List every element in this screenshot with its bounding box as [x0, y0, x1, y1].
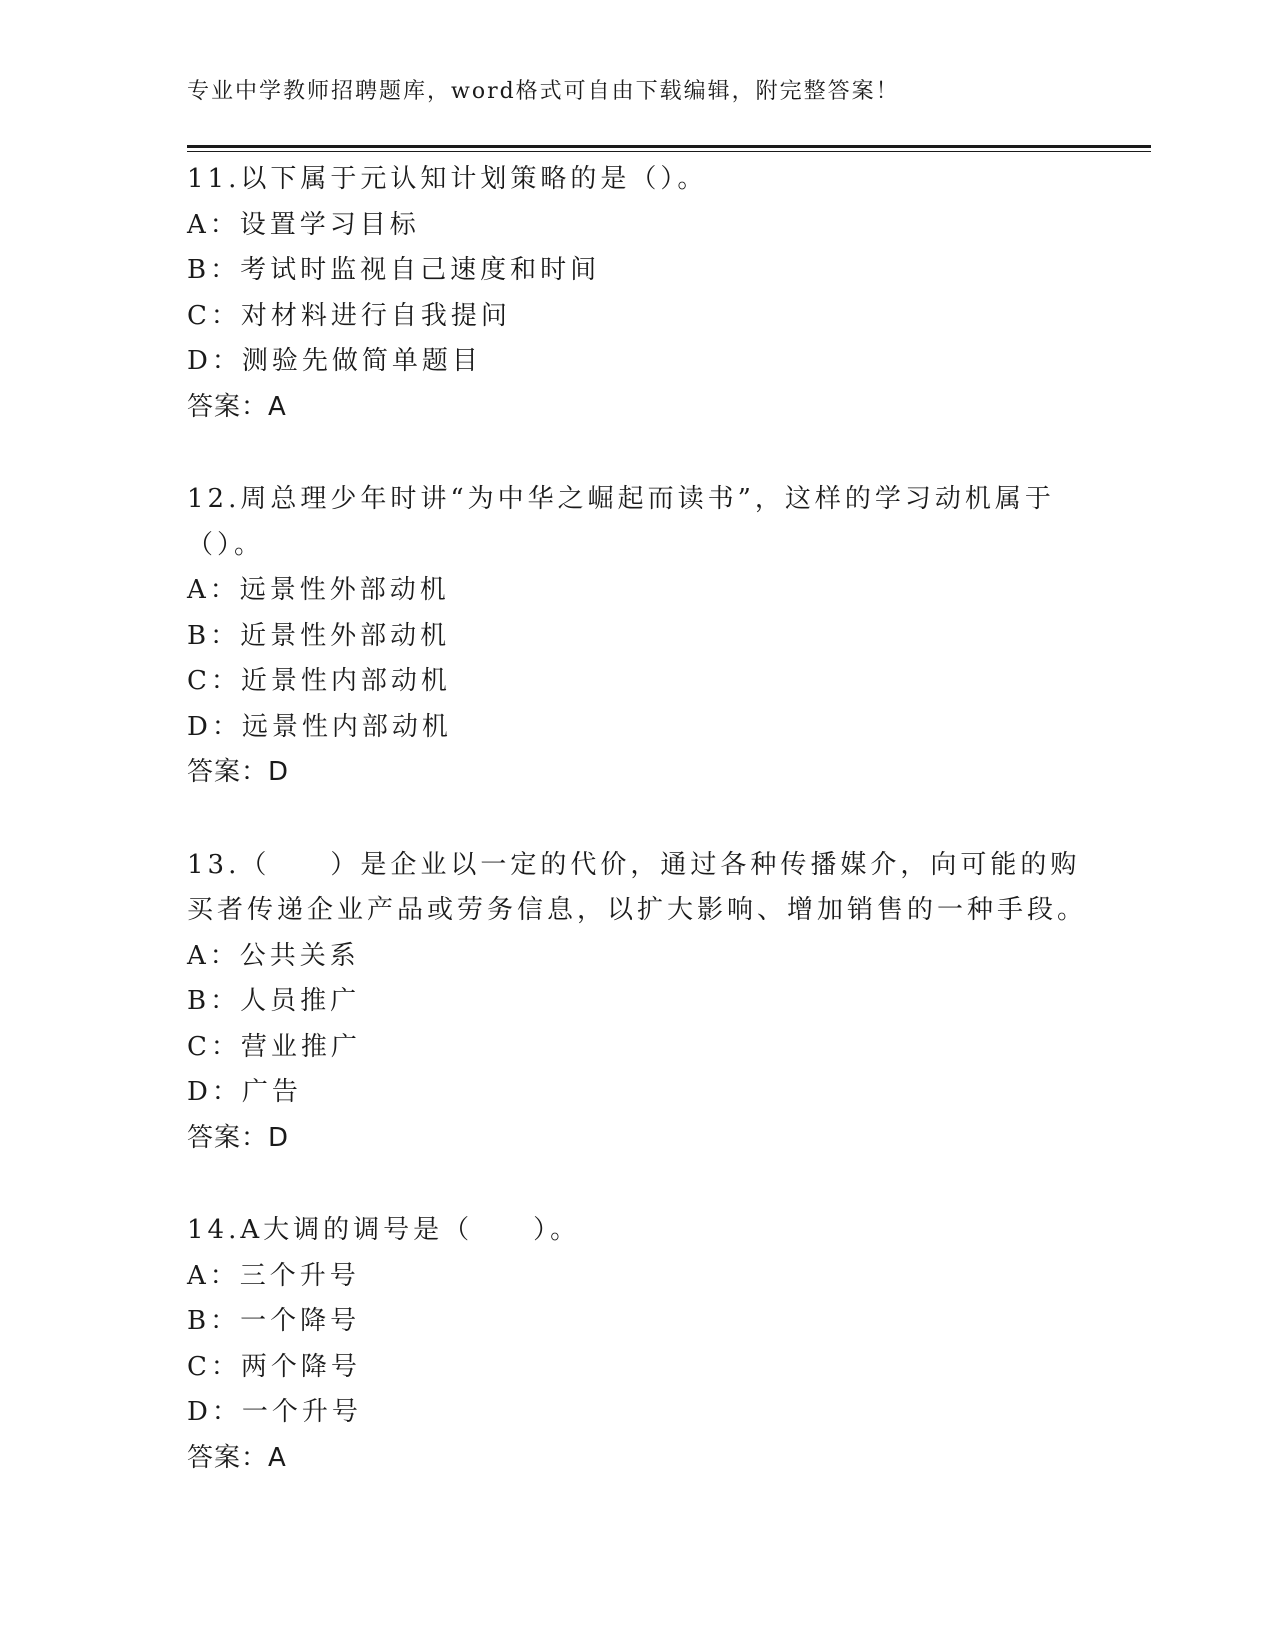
answer-line: 答案：D [187, 1122, 290, 1153]
option-b: B：近景性外部动机 [187, 620, 451, 651]
option-b: B：一个降号 [187, 1306, 361, 1336]
option-c: C：营业推广 [187, 1031, 361, 1062]
option-c: C：两个降号 [187, 1351, 361, 1382]
option-b: B：考试时监视自己速度和时间 [187, 255, 601, 285]
option-a: A：设置学习目标 [187, 209, 420, 240]
answer-line: 答案：A [187, 391, 287, 422]
question-13 [187, 843, 1087, 1162]
header-rule-thick [187, 145, 1151, 148]
question-stem: 11.以下属于元认知计划策略的是（）。 [187, 164, 708, 194]
option-c: C：对材料进行自我提问 [187, 300, 511, 331]
question-11 [187, 157, 1087, 430]
option-d: D：广告 [187, 1077, 302, 1107]
question-stem: 14.A大调的调号是（ ）。 [187, 1215, 581, 1245]
question-stem: 13.（ ）是企业以一定的代价，通过各种传播媒介，向可能的购买者传递企业产品或劳务信息，以扩大影响、增加销售的一种手段。 [187, 849, 1088, 925]
question-stem: 12.周总理少年时讲“为中华之崛起而读书”，这样的学习动机属于（）。 [187, 484, 1055, 560]
header-rule-thin [187, 151, 1151, 152]
option-d: D：远景性内部动机 [187, 711, 452, 742]
question-12 [187, 477, 1087, 796]
option-b: B：人员推广 [187, 986, 361, 1016]
question-list [187, 157, 1087, 1528]
page-header: 专业中学教师招聘题库，word格式可自由下载编辑，附完整答案！ [187, 79, 900, 104]
option-a: A：公共关系 [187, 940, 360, 971]
answer-line: 答案：D [187, 757, 290, 787]
option-a: A：远景性外部动机 [187, 575, 450, 605]
option-a: A：三个升号 [187, 1260, 360, 1291]
answer-line: 答案：A [187, 1442, 287, 1473]
option-c: C：近景性内部动机 [187, 666, 451, 696]
option-d: D：一个升号 [187, 1397, 362, 1427]
question-14 [187, 1208, 1087, 1481]
option-d: D：测验先做简单题目 [187, 346, 482, 376]
